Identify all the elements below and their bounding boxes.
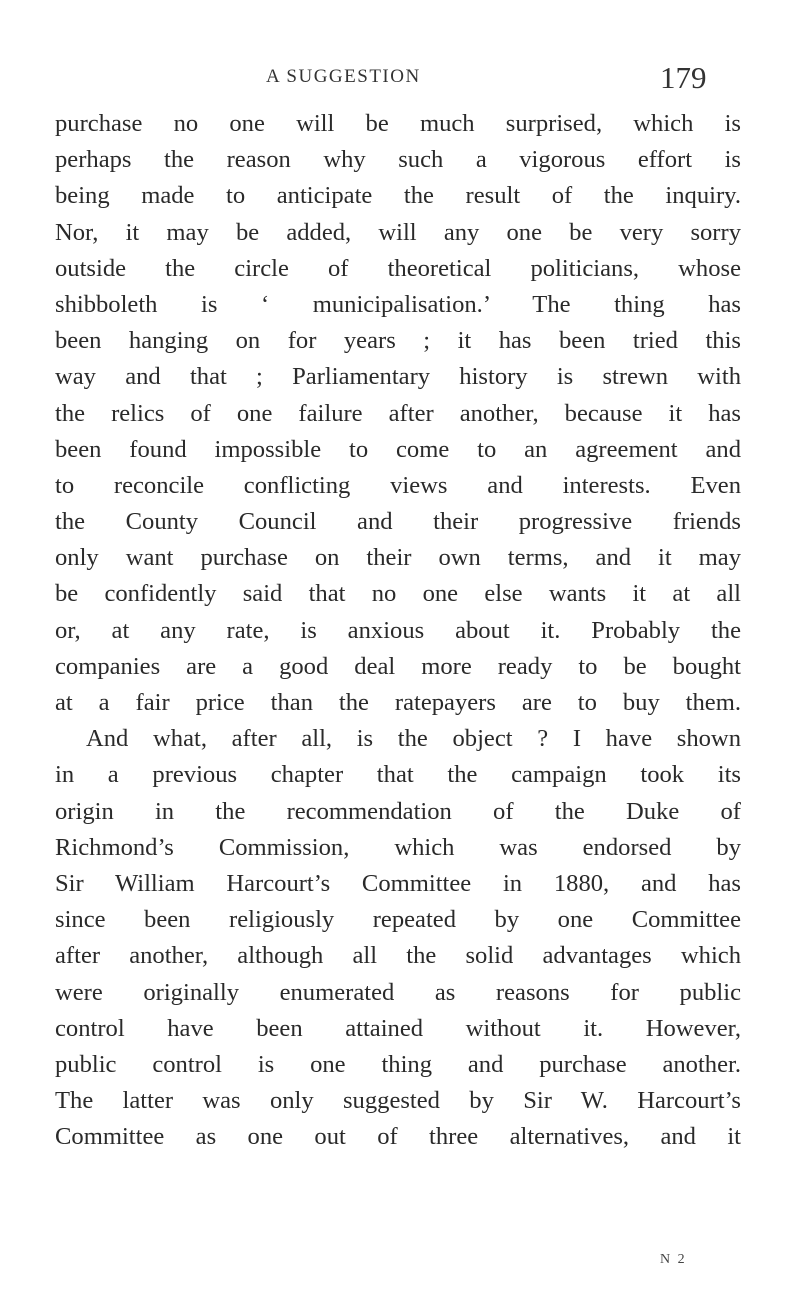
text-line: Richmond’s Commission, which was endorsed by [55,833,741,861]
text-line: Sir William Harcourt’s Committee in 1880, and has [55,869,741,897]
text-line: origin in the recommendation of the Duke of [55,797,741,825]
text-line: companies are a good deal more ready to be bought [55,652,741,680]
text-line: to reconcile conflicting views and interests. Even [55,471,741,499]
text-line: purchase no one will be much surprised, which is [55,110,741,137]
text-line: public control is one thing and purchase another. [55,1050,741,1078]
text-line: been hanging on for years ; it has been tried this [55,327,741,355]
text-line: being made to anticipate the result of the inquiry. [55,182,741,210]
body-text [55,106,741,1155]
text-line: outside the circle of theoretical politicians, whose [55,254,741,282]
text-line: the County Council and their progressive friends [55,508,741,536]
text-line: only want purchase on their own terms, and it may [55,544,741,572]
text-line: Committee as one out of three alternatives, and it [55,1123,741,1151]
text-line: or, at any rate, is anxious about it. Probably the [55,616,741,644]
text-line: perhaps the reason why such a vigorous effort is [55,146,741,174]
text-line: be confidently said that no one else wants it at all [55,580,741,608]
text-line: since been religiously repeated by one Committee [55,906,741,934]
text-line: Nor, it may be added, will any one be very sorry [55,218,741,246]
page-number: 179 [660,60,707,95]
paragraph-start-line: And what, after all, is the object ? I have shown [86,725,741,753]
text-line: shibboleth is ‘ municipalisation.’ The thing has [55,290,741,318]
text-line: way and that ; Parliamentary history is strewn with [55,363,741,391]
text-line: after another, although all the solid advantages which [55,942,741,970]
text-line: The latter was only suggested by Sir W. Harcourt’s [55,1087,741,1115]
text-line: were originally enumerated as reasons for public [55,978,741,1006]
text-line: been found impossible to come to an agreement and [55,435,741,463]
text-line: control have been attained without it. However, [55,1014,741,1042]
text-line: in a previous chapter that the campaign took its [55,761,741,789]
text-line: at a fair price than the ratepayers are to buy them. [55,689,741,716]
running-title: A SUGGESTION [266,66,421,87]
running-head [0,60,800,106]
signature-mark: N 2 [660,1252,687,1267]
text-line: the relics of one failure after another, because it has [55,399,741,427]
